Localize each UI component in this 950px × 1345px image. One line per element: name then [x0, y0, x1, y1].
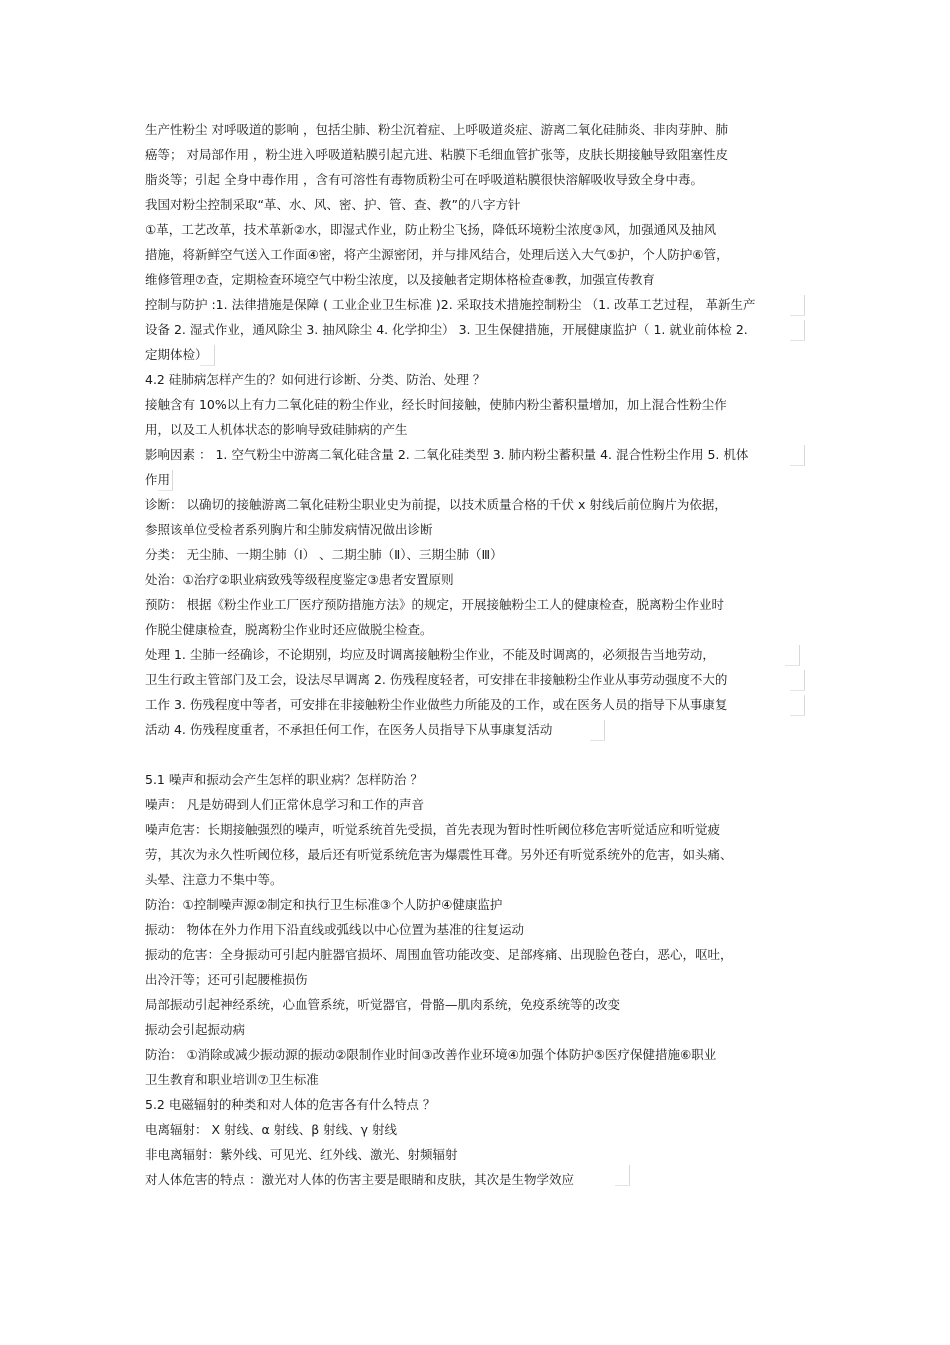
- text-line: 维修管理⑦查，定期检查环境空气中粉尘浓度，以及接触者定期体格检查⑧教，加强宣传教育: [145, 272, 655, 287]
- document-body: [145, 117, 810, 1192]
- text-line: 振动的危害：全身振动可引起内脏器官损坏、周围血管功能改变、足部疼痛、出现脸色苍白，恶心，呕吐，: [145, 947, 733, 962]
- text-line: 劳，其次为永久性听阈位移，最后还有听觉系统危害为爆震性耳聋。另外还有听觉系统外的危害，如头痛、: [145, 847, 733, 862]
- text-line: 出冷汗等；还可引起腰椎损伤: [145, 972, 308, 987]
- text-line: 局部振动引起神经系统，心血管系统，听觉器官，骨骼—肌肉系统，免疫系统等的改变: [145, 997, 621, 1012]
- text-line: 防治：①控制噪声源②制定和执行卫生标准③个人防护④健康监护: [145, 897, 503, 912]
- text-line: 对人体危害的特点 ：激光对人体的伤害主要是眼睛和皮肤，其次是生物学效应: [145, 1172, 574, 1187]
- text-line: 4.2 硅肺病怎样产生的？如何进行诊断、分类、防治、处理 ？: [145, 372, 486, 387]
- text-line: 诊断： 以确切的接触游离二氧化硅粉尘职业史为前提，以技术质量合格的千伏 x 射线后前位胸片为依据，: [145, 497, 727, 512]
- text-line: 防治： ①消除或减少振动源的振动②限制作业时间③改善作业环境④加强个体防护⑤医疗保健措施⑥职业: [145, 1047, 717, 1062]
- text-line: 脂炎等；引起 全身中毒作用 ，含有可溶性有毒物质粉尘可在呼吸道粘膜很快溶解吸收导致全身中毒。: [145, 172, 703, 187]
- text-line: 噪声： 凡是妨碍到人们正常休息学习和工作的声音: [145, 797, 424, 812]
- text-line: 参照该单位受检者系列胸片和尘肺发病情况做出诊断: [145, 522, 433, 537]
- text-line: 振动会引起振动病: [145, 1022, 246, 1037]
- text-line: 5.2 电磁辐射的种类和对人体的危害各有什么特点 ？: [145, 1097, 436, 1112]
- text-line: 设备 2. 湿式作业，通风除尘 3. 抽风除尘 4. 化学抑尘） 3. 卫生保健措施，开展健康监护（ 1. 就业前体检 2.: [145, 322, 748, 337]
- paragraph-gap: [145, 742, 810, 767]
- text-line: 作脱尘健康检查，脱离粉尘作业时还应做脱尘检查。: [145, 622, 433, 637]
- text-line: 卫生教育和职业培训⑦卫生标准: [145, 1072, 319, 1087]
- text-line: 定期体检）: [145, 347, 208, 362]
- text-line: 癌等； 对局部作用 ，粉尘进入呼吸道粘膜引起亢进、粘膜下毛细血管扩张等，皮肤长期接触导致阻塞性皮: [145, 147, 728, 162]
- text-line: 活动 4. 伤残程度重者，不承担任何工作，在医务人员指导下从事康复活动: [145, 722, 553, 737]
- text-line: 处理 1. 尘肺一经确诊，不论期别，均应及时调离接触粉尘作业，不能及时调离的，必须报告当地劳动，: [145, 647, 715, 662]
- text-line: 分类： 无尘肺、一期尘肺（Ⅰ） 、二期尘肺（Ⅱ）、三期尘肺（Ⅲ）: [145, 547, 503, 562]
- text-line: 头晕、注意力不集中等。: [145, 872, 283, 887]
- text-line: 噪声危害：长期接触强烈的噪声，听觉系统首先受损，首先表现为暂时性听阈位移危害听觉适应和听觉疲: [145, 822, 721, 837]
- text-line: 工作 3. 伤残程度中等者，可安排在非接触粉尘作业做些力所能及的工作，或在医务人员的指导下从事康复: [145, 697, 728, 712]
- text-line: 振动： 物体在外力作用下沿直线或弧线以中心位置为基准的往复运动: [145, 922, 524, 937]
- text-line: 非电离辐射：紫外线、可见光、红外线、激光、射频辐射: [145, 1147, 458, 1162]
- text-line: 电离辐射： X 射线、α 射线、β 射线、γ 射线: [145, 1122, 398, 1137]
- text-line: 5.1 噪声和振动会产生怎样的职业病？怎样防治 ？: [145, 772, 423, 787]
- text-line: 措施，将新鲜空气送入工作面④密，将产尘源密闭，并与排风结合，处理后送入大气⑤护，个人防护⑥管，: [145, 247, 729, 262]
- text-line: 作用: [145, 472, 171, 487]
- text-line: 卫生行政主管部门及工会，设法尽早调离 2. 伤残程度轻者，可安排在非接触粉尘作业从事劳动强度不大的: [145, 672, 728, 687]
- text-line: 接触含有 10%以上有力二氧化硅的粉尘作业，经长时间接触，使肺内粉尘蓄积量增加，加上混合性粉尘作: [145, 397, 727, 412]
- text-line: 预防： 根据《粉尘作业工厂医疗预防措施方法》的规定，开展接触粉尘工人的健康检查，脱离粉尘作业时: [145, 597, 724, 612]
- text-line: 我国对粉尘控制采取“革、水、风、密、护、管、查、教”的八字方针: [145, 197, 521, 212]
- text-line: 处治：①治疗②职业病致残等级程度鉴定③患者安置原则: [145, 572, 454, 587]
- text-line: ①革，工艺改革，技术革新②水，即湿式作业，防止粉尘飞扬，降低环境粉尘浓度③风，加强通风及抽风: [145, 222, 717, 237]
- text-line: 影响因素 ： 1. 空气粉尘中游离二氧化硅含量 2. 二氧化硅类型 3. 肺内粉尘蓄积量 4. 混合性粉尘作用 5. 机体: [145, 447, 749, 462]
- text-line: 控制与防护 :1. 法律措施是保障 ( 工业企业卫生标准 )2. 采取技术措施控制粉尘 （1. 改革工艺过程， 革新生产: [145, 297, 756, 312]
- text-line: 生产性粉尘 对呼吸道的影响 ，包括尘肺、粉尘沉着症、上呼吸道炎症、游离二氧化硅肺炎、非肉芽肿、肺: [145, 122, 728, 137]
- text-line: 用，以及工人机体状态的影响导致硅肺病的产生: [145, 422, 408, 437]
